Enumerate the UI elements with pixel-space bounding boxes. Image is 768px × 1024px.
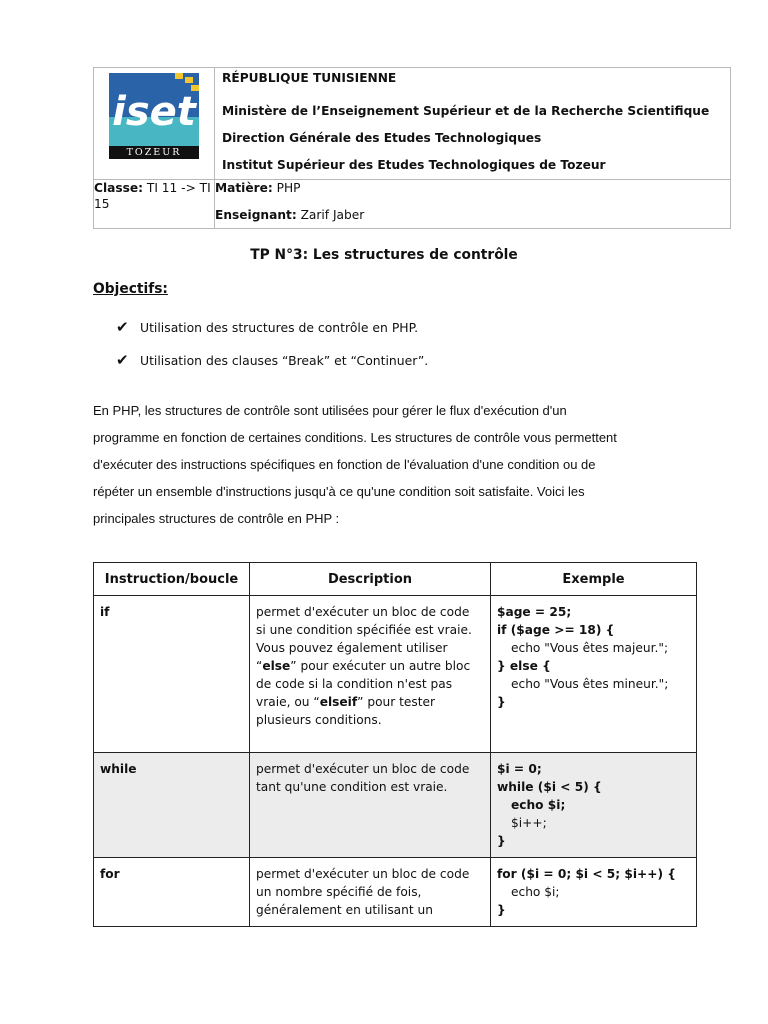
logo-text: iset [112,89,196,135]
header-table [93,67,731,229]
code-line: if ($age >= 18) { [497,623,615,637]
iset-logo [109,73,199,159]
description-line: généralement en utilisant un [256,903,433,917]
example-cell [491,858,697,927]
description-cell [250,858,491,927]
intro-line: répéter un ensemble d'instructions jusqu'à ce qu'une condition soit satisfaite. Voici les [93,484,585,499]
enseignant-label: Enseignant: [215,208,297,222]
code-line: echo $i; [511,885,560,899]
description-line: “else” pour exécuter un autre bloc [256,659,471,673]
description-line: permet d'exécuter un bloc de code [256,605,470,619]
column-header-example: Exemple [491,563,697,596]
description-line: si une condition spécifiée est vraie. [256,623,472,637]
description-line: Vous pouvez également utiliser [256,641,448,655]
code-line: } [497,903,506,917]
code-line: $age = 25; [497,605,572,619]
checkmark-icon: ✔ [116,318,129,336]
instruction-cell: if [94,596,250,753]
example-cell [491,596,697,753]
table-row [94,858,697,927]
description-line: de code si la condition n'est pas [256,677,453,691]
instruction-cell: while [94,753,250,858]
code-line: echo "Vous êtes mineur."; [511,677,669,691]
direction-line: Direction Générale des Etudes Technologiques [222,131,542,145]
code-line: echo "Vous êtes majeur."; [511,641,669,655]
code-line: $i++; [511,816,547,830]
republic-line: RÉPUBLIQUE TUNISIENNE [222,71,397,85]
intro-line: principales structures de contrôle en PHP : [93,511,340,526]
page-title: TP N°3: Les structures de contrôle [250,247,518,263]
description-line: un nombre spécifié de fois, [256,885,422,899]
description-cell [250,753,491,858]
code-line: } [497,834,506,848]
matiere-label: Matière: [215,181,273,195]
code-line: } else { [497,659,551,673]
objective-item [116,351,428,369]
logo-caption: TOZEUR [109,146,199,159]
intro-line: d'exécuter des instructions spécifiques en fonction de l'évaluation d'une condition ou de [93,457,596,472]
intro-line: En PHP, les structures de contrôle sont utilisées pour gérer le flux d'exécution d'un [93,403,567,418]
objective-text: Utilisation des structures de contrôle en PHP. [140,320,419,335]
objective-item [116,318,418,336]
checkmark-icon: ✔ [116,351,129,369]
intro-paragraph [93,397,693,532]
institute-line: Institut Supérieur des Etudes Technologiques de Tozeur [222,158,606,172]
column-header-instruction: Instruction/boucle [94,563,250,596]
instruction-cell: for [94,858,250,927]
description-cell [250,596,491,753]
code-line: } [497,695,506,709]
code-line: echo $i; [511,798,566,812]
column-header-description: Description [250,563,491,596]
description-line: tant qu'une condition est vraie. [256,780,448,794]
code-line: $i = 0; [497,762,542,776]
objectives-heading: Objectifs: [93,281,168,297]
table-row [94,596,697,753]
classe-label: Classe: [94,181,143,195]
code-line: for ($i = 0; $i < 5; $i++) { [497,867,676,881]
classe-cell [94,180,215,229]
intro-line: programme en fonction de certaines conditions. Les structures de contrôle vous permettent [93,430,617,445]
ministry-line: Ministère de l’Enseignement Supérieur et de la Recherche Scientifique [222,104,710,118]
description-line: permet d'exécuter un bloc de code [256,867,470,881]
subject-cell [215,180,731,229]
logo-cell [94,68,215,180]
control-structures-table [93,562,697,927]
table-row [94,753,697,858]
classe-value: TI 11 -> TI 15 [94,181,211,211]
example-cell [491,753,697,858]
description-line: permet d'exécuter un bloc de code [256,762,470,776]
objective-text: Utilisation des clauses “Break” et “Continuer”. [140,353,429,368]
description-line: plusieurs conditions. [256,713,382,727]
iset-logo-graphic [109,73,199,147]
institution-cell [215,68,731,180]
code-line: while ($i < 5) { [497,780,602,794]
enseignant-value: Zarif Jaber [296,208,365,222]
description-line: vraie, ou “elseif” pour tester [256,695,436,709]
matiere-value: PHP [272,181,301,195]
